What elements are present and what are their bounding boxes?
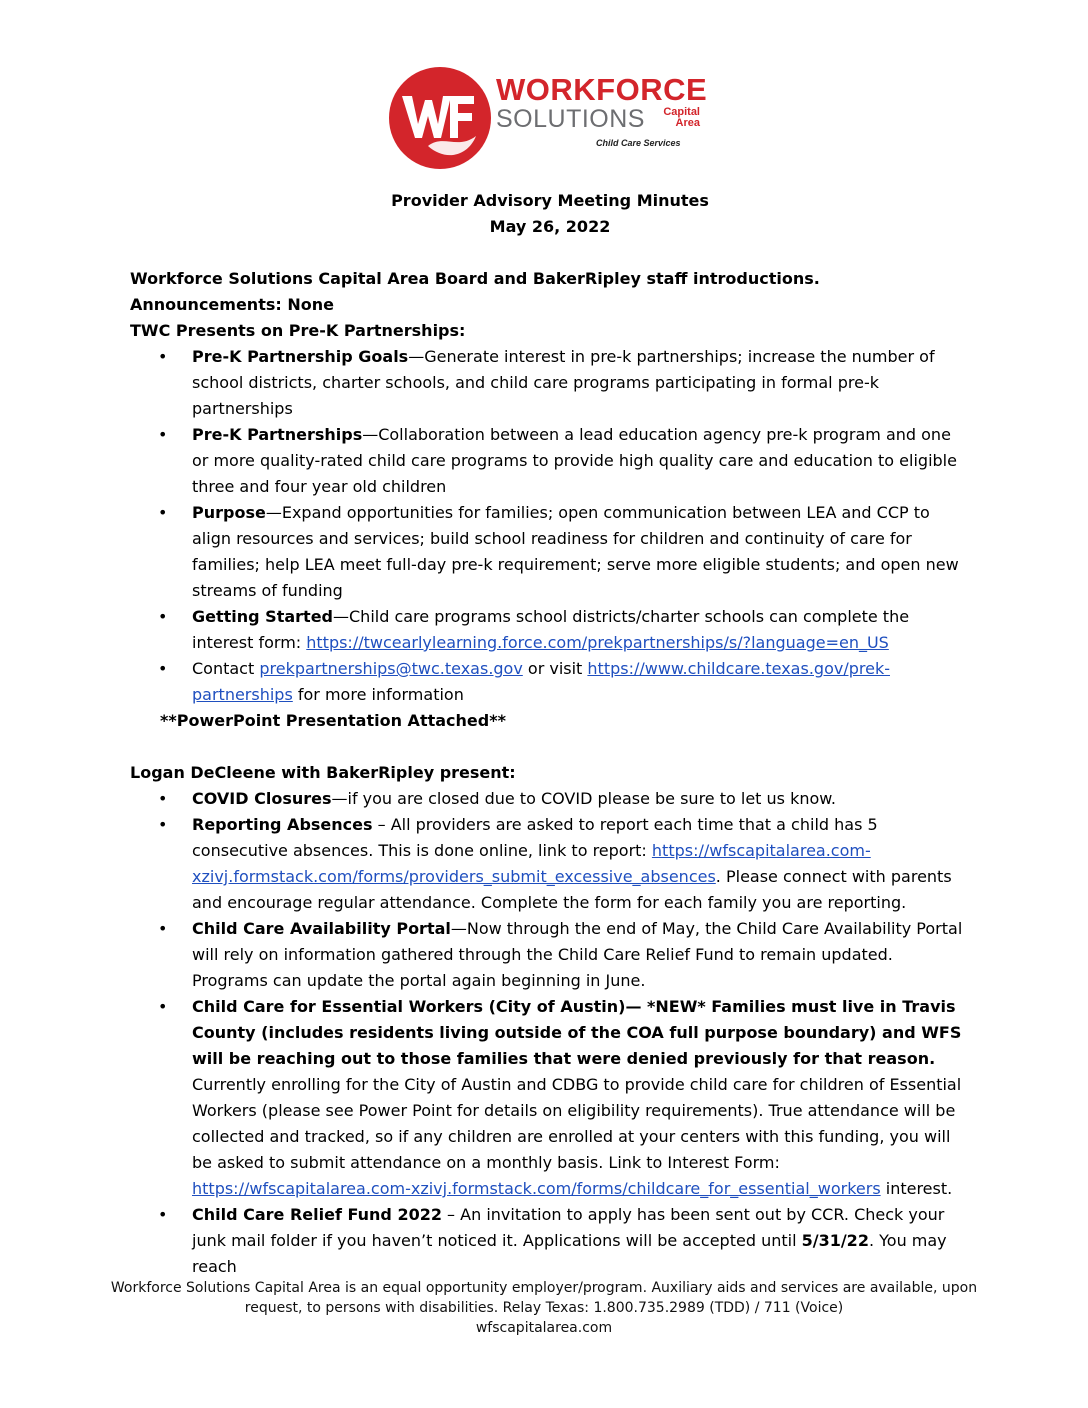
footer-eeo-statement: Workforce Solutions Capital Area is an equal opportunity employer/program. Auxiliary aids and services are available, upon request, to persons with disabilities. Relay Texas: 1.800.735.2989 (TDD) / 711 (Voice) bbox=[110, 1280, 978, 1316]
item-text: or visit bbox=[522, 659, 588, 678]
list-item bbox=[130, 604, 970, 656]
item-label: Pre-K Partnerships bbox=[192, 425, 363, 444]
bakerripley-bullet-list bbox=[130, 786, 970, 1280]
bullet-icon: • bbox=[158, 815, 168, 834]
item-label: Reporting Absences bbox=[192, 815, 373, 834]
page-footer bbox=[110, 1278, 978, 1338]
item-text: interest. bbox=[880, 1179, 953, 1198]
essential-workers-form-link[interactable]: https://wfscapitalarea.com-xzivj.formstack.com/forms/childcare_for_essential_workers bbox=[192, 1179, 881, 1198]
section-heading-bakerripley: Logan DeCleene with BakerRipley present: bbox=[130, 763, 516, 782]
bullet-icon: • bbox=[158, 659, 168, 678]
item-text: for more information bbox=[292, 685, 464, 704]
list-item bbox=[130, 916, 970, 994]
intro-line: Workforce Solutions Capital Area Board and BakerRipley staff introductions. bbox=[130, 269, 820, 288]
item-text: – All providers are asked to report each time that a child has 5 consecutive absences. This is done online, link to report: bbox=[192, 815, 878, 860]
item-label: Child Care Availability Portal bbox=[192, 919, 451, 938]
item-text: —Collaboration between a lead education agency pre-k program and one or more quality-rated child care programs to provide high quality care and education to eligible three and four year old children bbox=[192, 425, 957, 496]
item-text: Contact bbox=[192, 659, 260, 678]
absences-report-link[interactable]: https://wfscapitalarea.com-xzivj.formstack.com/forms/providers_submit_excessive_absences bbox=[192, 841, 871, 886]
workforce-solutions-logo bbox=[388, 66, 708, 176]
item-label: COVID Closures bbox=[192, 789, 332, 808]
item-label: Child Care Relief Fund 2022 bbox=[192, 1205, 442, 1224]
item-text: Currently enrolling for the City of Austin and CDBG to provide child care for children of Essential Workers (please see Power Point for details on eligibility requirements). True attendance will be collected and tracked, so if any children are enrolled at your centers with this funding, you will be asked to submit attendance on a monthly basis. Link to Interest Form: bbox=[192, 1075, 962, 1172]
footer-website: wfscapitalarea.com bbox=[475, 1320, 613, 1336]
item-text: —Child care programs school districts/charter schools can complete the interest form: bbox=[192, 607, 910, 652]
list-item bbox=[130, 786, 970, 812]
meeting-date: May 26, 2022 bbox=[489, 217, 611, 236]
brand-name-solutions: SOLUTIONS bbox=[496, 105, 645, 133]
prek-partnerships-link[interactable]: https://www.childcare.texas.gov/prek-partnerships bbox=[192, 659, 890, 704]
attachment-note: **PowerPoint Presentation Attached** bbox=[160, 711, 506, 730]
wf-logo-mark-icon bbox=[388, 66, 492, 170]
list-item bbox=[130, 422, 970, 500]
list-item bbox=[130, 500, 970, 604]
section-heading-prek: TWC Presents on Pre-K Partnerships: bbox=[130, 321, 466, 340]
item-text: – An invitation to apply has been sent out by CCR. Check your junk mail folder if you haven’t noticed it. Applications will be accepted until bbox=[192, 1205, 945, 1250]
bullet-icon: • bbox=[158, 503, 168, 522]
deadline-date: 5/31/22 bbox=[801, 1231, 869, 1250]
email-link[interactable]: prekpartnerships@twc.texas.gov bbox=[259, 659, 523, 678]
item-bold-text: — *NEW* Families must live in Travis County (includes residents living outside of the COA full purpose boundary) and WFS will be reaching out to those families that were denied previously for that reason. bbox=[192, 997, 962, 1068]
item-label: Purpose bbox=[192, 503, 266, 522]
bullet-icon: • bbox=[158, 997, 168, 1016]
item-text: —Expand opportunities for families; open communication between LEA and CCP to align resources and services; build school readiness for children and continuity of care for families; help LEA meet full-day pre-k requirement; serve more eligible students; and open new streams of funding bbox=[192, 503, 959, 600]
item-text: . Please connect with parents and encourage regular attendance. Complete the form for each family you are reporting. bbox=[192, 867, 952, 912]
interest-form-link[interactable]: https://twcearlylearning.force.com/prekpartnerships/s/?language=en_US bbox=[306, 633, 889, 652]
brand-tagline: Child Care Services bbox=[596, 138, 681, 148]
list-item bbox=[130, 344, 970, 422]
document-title: Provider Advisory Meeting Minutes bbox=[391, 191, 709, 210]
item-label: Child Care for Essential Workers (City of Austin) bbox=[192, 997, 626, 1016]
spacer bbox=[130, 240, 970, 266]
list-item bbox=[130, 812, 970, 916]
bullet-icon: • bbox=[158, 607, 168, 626]
item-text: —if you are closed due to COVID please be sure to let us know. bbox=[331, 789, 836, 808]
item-text: —Generate interest in pre-k partnerships; increase the number of school districts, charter schools, and child care programs participating in formal pre-k partnerships bbox=[192, 347, 935, 418]
item-label: Pre-K Partnership Goals bbox=[192, 347, 409, 366]
bullet-icon: • bbox=[158, 347, 168, 366]
item-text: . You may reach bbox=[192, 1231, 947, 1276]
item-label: Getting Started bbox=[192, 607, 333, 626]
bullet-icon: • bbox=[158, 1205, 168, 1224]
announcements-line: Announcements: None bbox=[130, 295, 334, 314]
bullet-icon: • bbox=[158, 425, 168, 444]
list-item bbox=[130, 656, 970, 708]
minutes-content bbox=[130, 186, 970, 1280]
spacer bbox=[130, 734, 970, 760]
list-item bbox=[130, 994, 970, 1202]
list-item bbox=[130, 1202, 970, 1280]
bullet-icon: • bbox=[158, 789, 168, 808]
prek-bullet-list bbox=[130, 344, 970, 708]
bullet-icon: • bbox=[158, 919, 168, 938]
brand-region: Capital Area bbox=[663, 106, 700, 129]
item-text: —Now through the end of May, the Child Care Availability Portal will rely on information gathered through the Child Care Relief Fund to remain updated. Programs can update the portal again beginning in June. bbox=[192, 919, 963, 990]
brand-name-workforce: WORKFORCE bbox=[496, 72, 708, 107]
